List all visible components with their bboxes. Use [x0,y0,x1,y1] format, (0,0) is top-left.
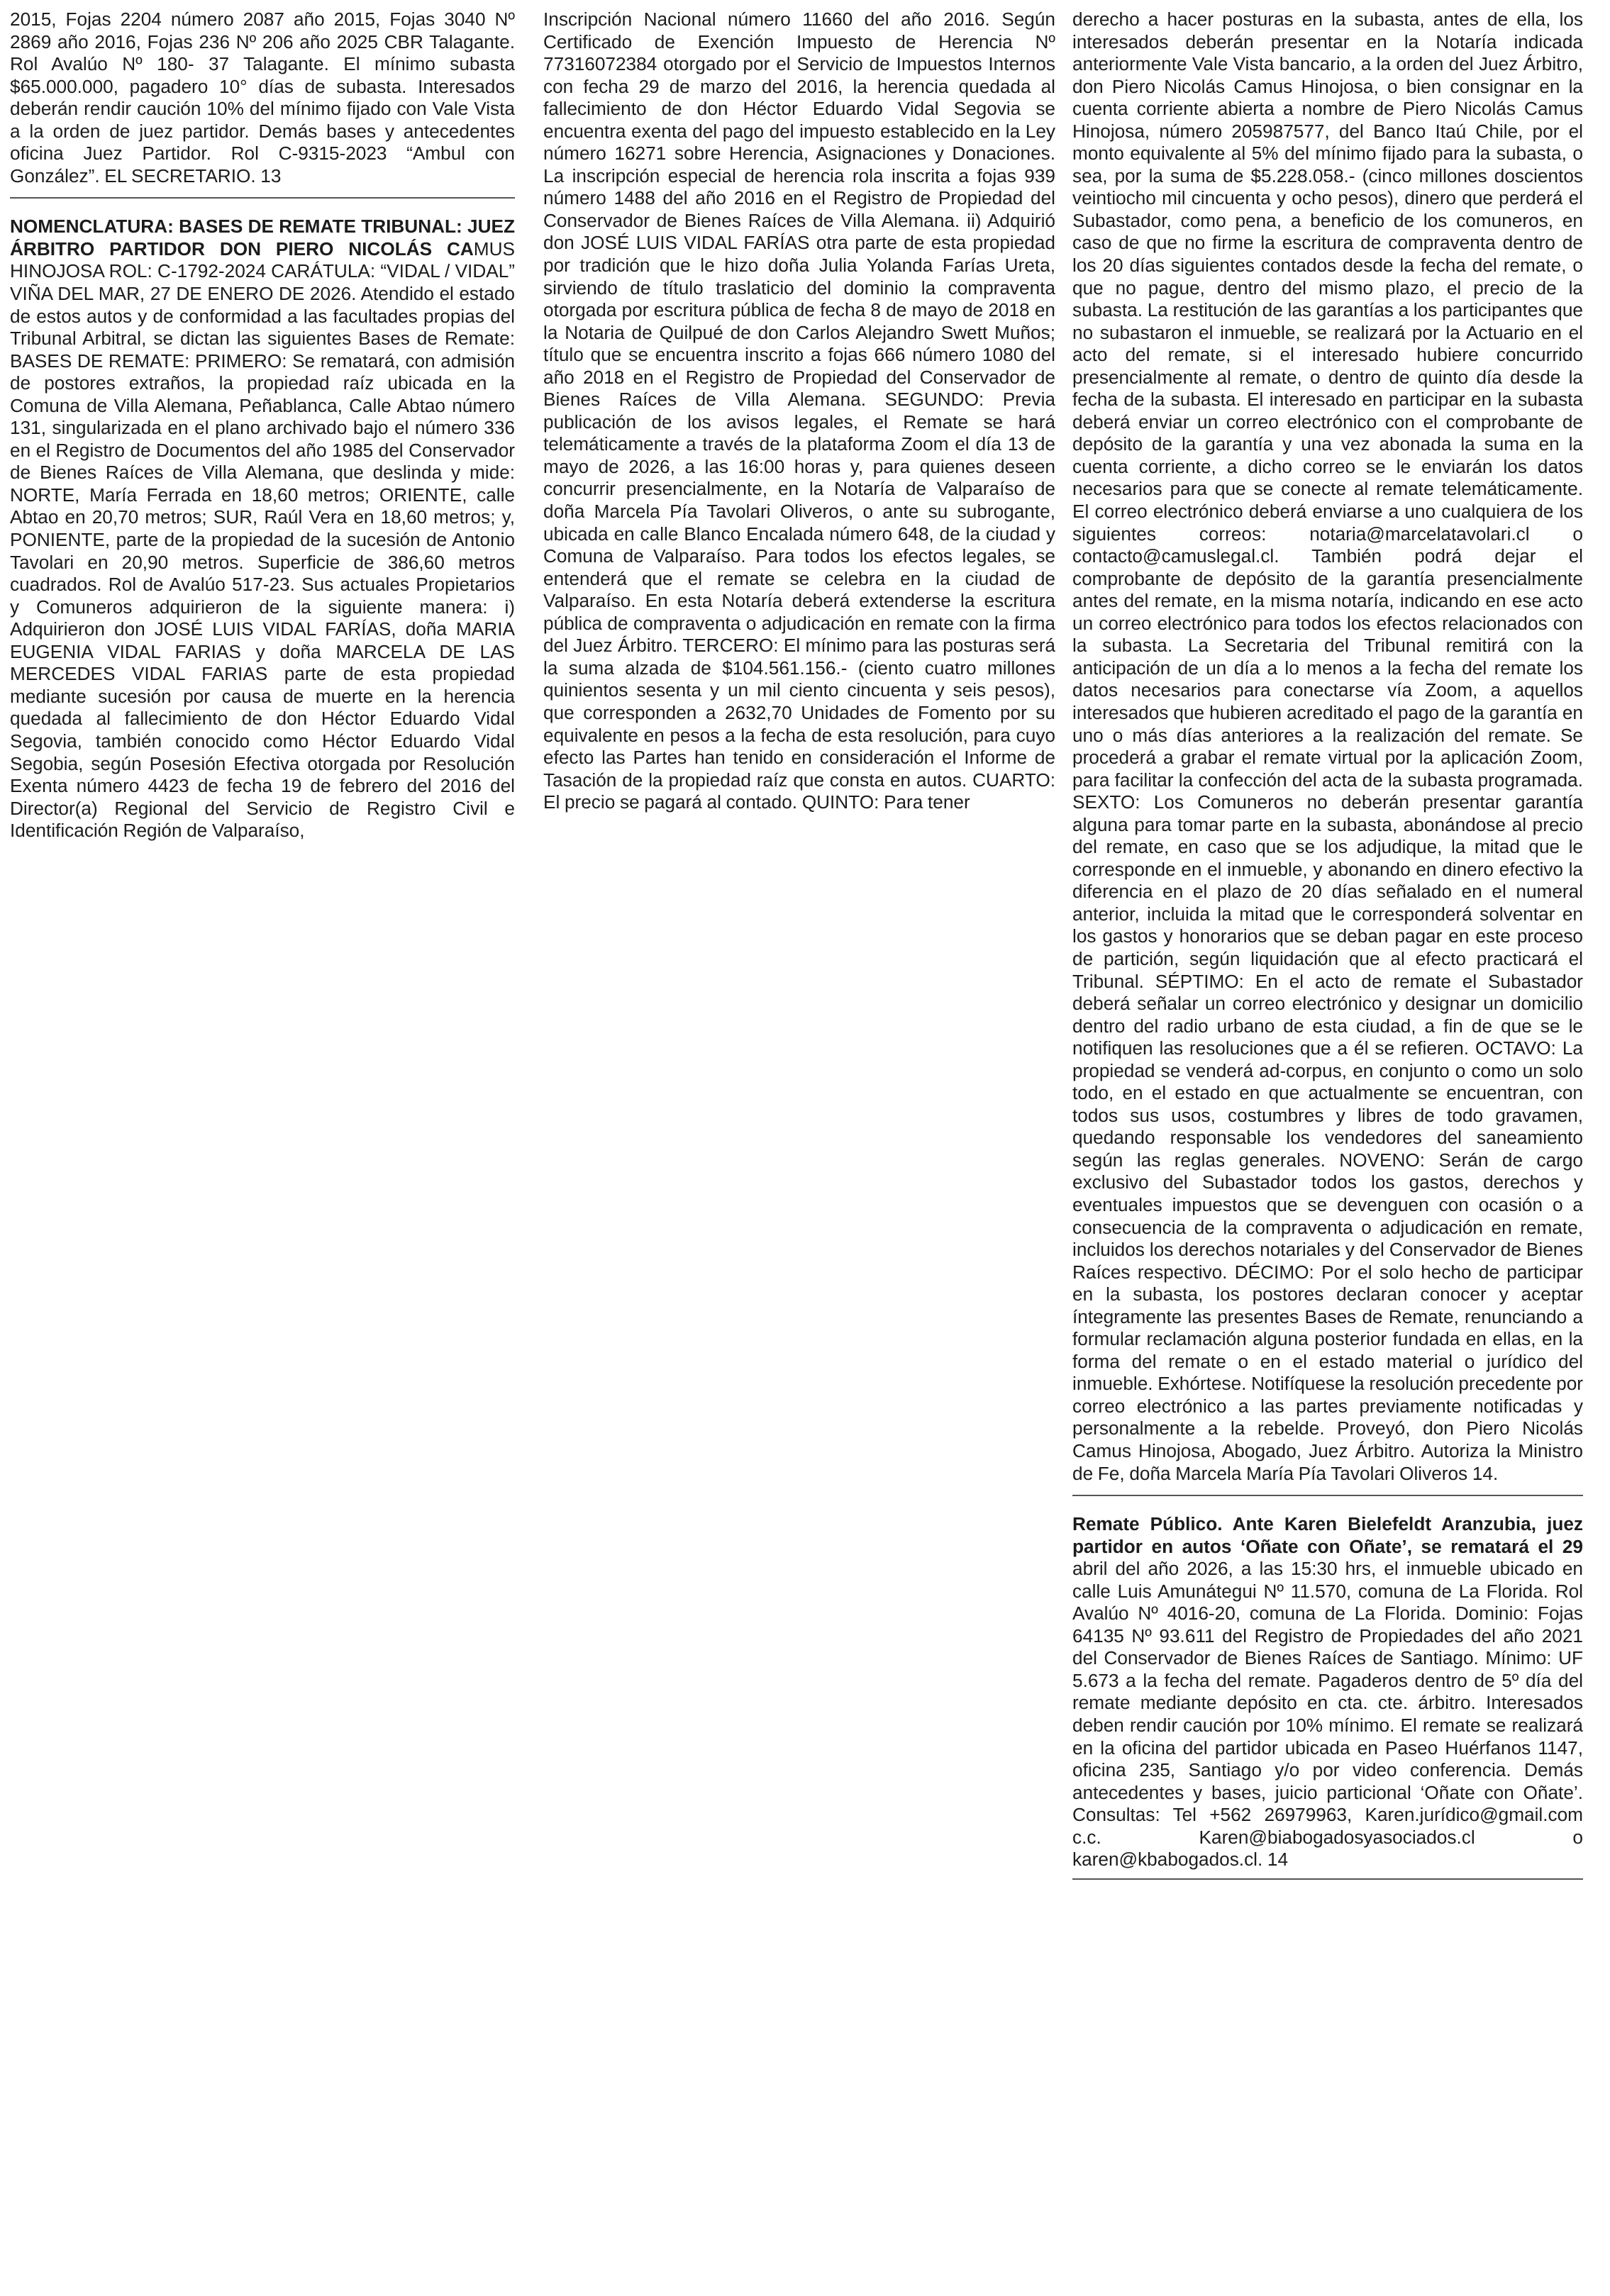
column-2 [543,9,1055,814]
notice-vidal-heading: NOMENCLATURA: BASES DE REMATE TRIBUNAL: JUEZ ÁRBITRO PARTIDOR DON PIERO NICOLÁS CA [10,216,515,260]
notice-divider [1072,1495,1583,1496]
notice-divider [1072,1878,1583,1880]
notice-vidal-continued-2 [1072,9,1583,1485]
notice-onate-remate [1072,1513,1583,1871]
notice-vidal-continued [543,9,1055,814]
notice-vidal-text-part1: MUS HINOJOSA ROL: C-1792-2024 CARÁTULA: “VIDAL / VIDAL” VIÑA DEL MAR, 27 DE ENERO DE 2026. Atendido el estado de estos autos y de conformidad a las facultades propias del Tribunal Arbitral, se dictan las siguientes Bases de Remate: BASES DE REMATE: PRIMERO: Se rematará, con admisión de postores extraños, la propiedad raíz ubicada en la Comuna de Villa Alemana, Peñablanca, Calle Abtao número 131, singularizada en el plano archivado bajo el número 336 en el Registro de Documentos del año 1985 del Conservador de Bienes Raíces de Villa Alemana, que deslinda y mide: NORTE, María Ferrada en 18,60 metros; ORIENTE, calle Abtao en 20,70 metros; SUR, Raúl Vera en 18,60 metros; y, PONIENTE, parte de la propiedad de la sucesión de Antonio Tavolari en 20,90 metros. Superficie de 386,60 metros cuadrados. Rol de Avalúo 517-23. Sus actuales Propietarios y Comuneros adquirieron de la siguiente manera: i) Adquirieron don JOSÉ LUIS VIDAL FARÍAS, doña MARIA EUGENIA VIDAL FARIAS y doña MARCELA DE LAS MERCEDES VIDAL FARIAS parte de esta propiedad mediante sucesión por causa de muerte en la herencia quedada al fallecimiento de don Héctor Eduardo Vidal Segovia, también conocido como Héctor Eduardo Vidal Segobia, según Posesión Efectiva otorgada por Resolución Exenta número 4423 de fecha 19 de febrero del 2016 del Director(a) Regional del Servicio de Registro Civil e Identificación Región de Valparaíso, [10,238,515,842]
notice-talagante-text: 2015, Fojas 2204 número 2087 año 2015, Fojas 3040 Nº 2869 año 2016, Fojas 236 Nº 206 año 2025 CBR Talagante. Rol Avalúo Nº 180- 37 Talagante. El mínimo subasta $65.000.000, pagadero 10° días de subasta. Interesados deberán rendir caución 10% del mínimo fijado con Vale Vista a la orden de juez partidor. Demás bases y antecedentes oficina Juez Partidor. Rol C-9315-2023 “Ambul con González”. EL SECRETARIO. 13 [10,9,515,186]
column-3 [1072,9,1583,1897]
notice-onate-heading: Remate Público. Ante Karen Bielefeldt Aranzubia, juez partidor en autos ‘Oñate con Oñate’, se rematará el 29 [1072,1513,1583,1557]
notice-vidal-text-part3: derecho a hacer posturas en la subasta, antes de ella, los interesados deberán presentar en la Notaría indicada anteriormente Vale Vista bancario, a la orden del Juez Árbitro, don Piero Nicolás Camus Hinojosa, o bien consignar en la cuenta corriente abierta a nombre de Piero Nicolás Camus Hinojosa, número 205987577, del Banco Itaú Chile, por el monto equivalente al 5% del mínimo fijado para la subasta, o sea, por la suma de $5.228.058.- (cinco millones doscientos veintiocho mil cincuenta y ocho pesos), dinero que perderá el Subastador, como pena, a beneficio de los comuneros, en caso de que no firme la escritura de compraventa dentro de los 20 días siguientes contados desde la fecha del remate, o que no pague, dentro del mismo plazo, el precio de la subasta. La restitución de las garantías a los participantes que no subastaron el inmueble, se realizará por la Actuario en el acto del remate, si el interesado hubiere concurrido presencialmente al remate, o dentro de quinto día desde la fecha de la subasta. El interesado en participar en la subasta deberá enviar un correo electrónico con el comprobante de depósito de la garantía y una vez abonada la suma en la cuenta corriente, a dicho correo se le enviarán los datos necesarios para que se conecte al remate telemáticamente. El correo electrónico deberá enviarse a uno cualquiera de los siguientes correos: notaria@marcelatavolari.cl o contacto@camuslegal.cl. También podrá dejar el comprobante de depósito de la garantía presencialmente antes del remate, en la misma notaría, indicando en ese acto un correo electrónico para todos los efectos relacionados con la subasta. La Secretaria del Tribunal remitirá con la anticipación de un día a lo menos a la fecha del remate los datos necesarios para conectarse vía Zoom, a aquellos interesados que hubieren acreditado el pago de la garantía en uno o más días anteriores a la realización del remate. Se procederá a grabar el remate virtual por la aplicación Zoom, para facilitar la confección del acta de la subasta programada. SEXTO: Los Comuneros no deberán presentar garantía alguna para tomar parte en la subasta, abonándose al precio del remate, en caso que se los adjudique, la mitad que le corresponde en el inmueble, y abonando en dinero efectivo la diferencia en el plazo de 20 días señalado en el numeral anterior, incluida la mitad que le corresponderá solventar en los gastos y honorarios que se deban pagar en este proceso de partición, según liquidación que al efecto practicará el Tribunal. SÉPTIMO: En el acto de remate el Subastador deberá señalar un correo electrónico y designar un domicilio dentro del radio urbano de esta ciudad, a fin de que se le notifiquen las resoluciones que a él se refieren. OCTAVO: La propiedad se venderá ad-corpus, en conjunto o como un solo todo, en el estado en que actualmente se encuentran, con todos sus usos, costumbres y libres de todo gravamen, quedando responsable los vendedores del saneamiento según las reglas generales. NOVENO: Serán de cargo exclusivo del Subastador todos los gastos, derechos y eventuales impuestos que se devenguen con ocasión o a consecuencia de la compraventa o adjudicación en remate, incluidos los derechos notariales y del Conservador de Bienes Raíces respectivo. DÉCIMO: Por el solo hecho de participar en la subasta, los postores declaran conocer y aceptar íntegramente las presentes Bases de Remate, renunciando a formular reclamación alguna posterior fundada en ellas, en la forma del remate o en el estado material o jurídico del inmueble. Exhórtese. Notifíquese la resolución precedente por correo electrónico a las partes previamente notificadas y personalmente a la rebelde. Proveyó, don Piero Nicolás Camus Hinojosa, Abogado, Juez Árbitro. Autoriza la Ministro de Fe, doña Marcela María Pía Tavolari Oliveros 14. [1072,9,1583,1484]
notice-divider [10,197,515,199]
notice-vidal-text-part2: Inscripción Nacional número 11660 del año 2016. Según Certificado de Exención Impuesto de Herencia Nº 77316072384 otorgado por el Servicio de Impuestos Internos con fecha 29 de marzo del 2016, la herencia quedada al fallecimiento de don Héctor Eduardo Vidal Segovia se encuentra exenta del pago del impuesto establecido en la Ley número 16271 sobre Herencia, Asignaciones y Donaciones. La inscripción especial de herencia rola inscrita a fojas 939 número 1488 del año 2016 en el Registro de Propiedad del Conservador de Bienes Raíces de Villa Alemana. ii) Adquirió don JOSÉ LUIS VIDAL FARÍAS otra parte de esta propiedad por tradición que le hizo doña Julia Yolanda Farías Ureta, sirviendo de título traslaticio del dominio la compraventa otorgada por escritura pública de fecha 8 de mayo de 2018 en la Notaria de Quilpué de don Carlos Alejandro Swett Muños; título que se encuentra inscrito a fojas 666 número 1080 del año 2018 en el Registro de Propiedad del Conservador de Bienes Raíces de Villa Alemana. SEGUNDO: Previa publicación de los avisos legales, el Remate se hará telemáticamente a través de la plataforma Zoom el día 13 de mayo de 2026, a las 16:00 horas y, para quienes deseen concurrir presencialmente, en la Notaría de Valparaíso de doña Marcela Pía Tavolari Oliveros, o ante su subrogante, ubicada en calle Blanco Encalada número 648, de la ciudad y Comuna de Valparaíso. Para todos los efectos legales, se entenderá que el remate se celebra en la ciudad de Valparaíso. En esta Notaría deberá extenderse la escritura pública de compraventa o adjudicación en remate con la firma del Juez Árbitro. TERCERO: El mínimo para las posturas será la suma alzada de $104.561.156.- (ciento cuatro millones quinientos sesenta y un mil ciento cincuenta y seis pesos), que corresponden a 2632,70 Unidades de Fomento por su equivalente en pesos a la fecha de esta resolución, para cuyo efecto las Partes han tenido en consideración el Informe de Tasación de la propiedad raíz que consta en autos. CUARTO: El precio se pagará al contado. QUINTO: Para tener [543,9,1055,813]
notice-onate-text: abril del año 2026, a las 15:30 hrs, el inmueble ubicado en calle Luis Amunátegui Nº 11.570, comuna de La Florida. Rol Avalúo Nº 4016-20, comuna de La Florida. Dominio: Fojas 64135 Nº 93.611 del Registro de Propiedades del año 2021 del Conservador de Bienes Raíces de Santiago. Mínimo: UF 5.673 a la fecha del remate. Pagaderos dentro de 5º día del remate mediante depósito en cta. cte. árbitro. Interesados deben rendir caución por 10% mínimo. El remate se realizará en la oficina del partidor ubicada en Paseo Huérfanos 1147, oficina 235, Santiago y/o por video conferencia. Demás antecedentes y bases, juicio particional ‘Oñate con Oñate’. Consultas: Tel +562 26979963, Karen.jurídico@gmail.com c.c. Karen@biabogadosyasociados.cl o karen@kbabogados.cl. 14 [1072,1558,1583,1871]
notice-talagante-end [10,9,515,187]
column-1 [10,9,515,842]
notice-vidal-bases-remate [10,216,515,842]
